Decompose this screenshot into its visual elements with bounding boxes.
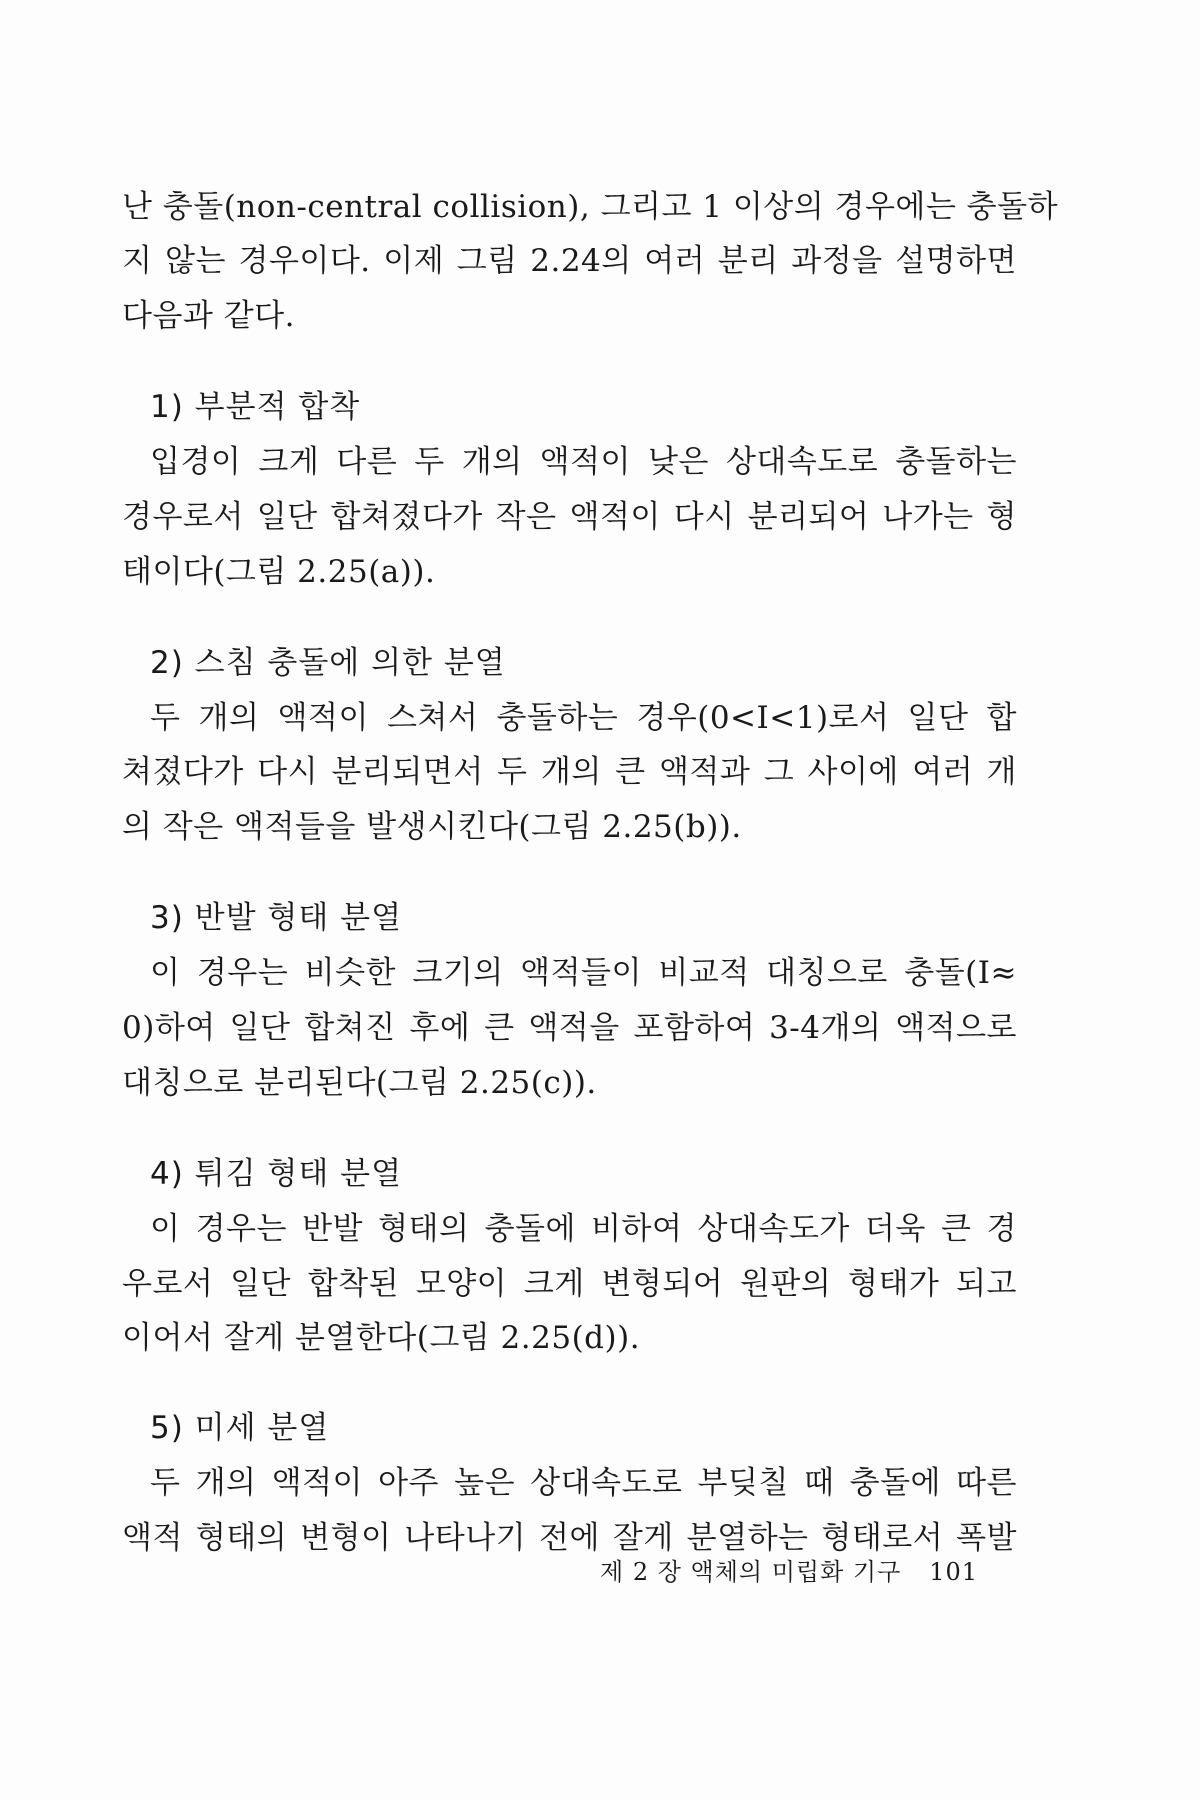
paragraph-line: 액적 형태의 변형이 나타나기 전에 잘게 분열하는 형태로서 폭발 — [122, 1520, 1017, 1556]
paragraph-line: 태이다(그림 2.25(a)). — [122, 554, 436, 590]
paragraph-line: 0)하여 일단 합쳐진 후에 큰 액적을 포함하여 3-4개의 액적으로 — [122, 1010, 1017, 1046]
paragraph-line: 경우로서 일단 합쳐졌다가 작은 액적이 다시 분리되어 나가는 형 — [122, 499, 1017, 535]
section-heading: 2) 스침 충돌에 의한 분열 — [150, 645, 506, 681]
paragraph-line: 의 작은 액적들을 발생시킨다(그림 2.25(b)). — [122, 809, 742, 845]
section-heading: 4) 튀김 형태 분열 — [150, 1156, 403, 1192]
paragraph-line: 두 개의 액적이 스쳐서 충돌하는 경우(0<I<1)로서 일단 합 — [150, 700, 1017, 736]
section-heading: 1) 부분적 합착 — [150, 389, 361, 425]
section-heading: 3) 반발 형태 분열 — [150, 900, 403, 936]
paragraph-line: 두 개의 액적이 아주 높은 상대속도로 부딪칠 때 충돌에 따른 — [150, 1465, 1017, 1501]
intro-line: 난 충돌(non-central collision), 그리고 1 이상의 경우에는 충돌하 — [122, 189, 1059, 225]
section-heading: 5) 미세 분열 — [150, 1410, 330, 1446]
paragraph-line: 이 경우는 반발 형태의 충돌에 비하여 상대속도가 더욱 큰 경 — [150, 1211, 1017, 1247]
page-footer — [600, 1557, 978, 1587]
paragraph-line: 우로서 일단 합착된 모양이 크게 변형되어 원판의 형태가 되고 — [122, 1266, 1017, 1302]
intro-line: 지 않는 경우이다. 이제 그림 2.24의 여러 분리 과정을 설명하면 — [122, 243, 1017, 279]
paragraph-line: 입경이 크게 다른 두 개의 액적이 낮은 상대속도로 충돌하는 — [150, 444, 1017, 480]
chapter-title: 제 2 장 액체의 미립화 기구 — [600, 1558, 902, 1586]
paragraph-line: 쳐졌다가 다시 분리되면서 두 개의 큰 액적과 그 사이에 여러 개 — [122, 754, 1017, 790]
paragraph-line: 이어서 잘게 분열한다(그림 2.25(d)). — [122, 1320, 641, 1356]
paragraph-line: 대칭으로 분리된다(그림 2.25(c)). — [122, 1065, 597, 1101]
paragraph-line: 이 경우는 비슷한 크기의 액적들이 비교적 대칭으로 충돌(I≈ — [150, 955, 1017, 991]
page-number: 101 — [929, 1558, 979, 1586]
intro-line: 다음과 같다. — [122, 298, 295, 334]
